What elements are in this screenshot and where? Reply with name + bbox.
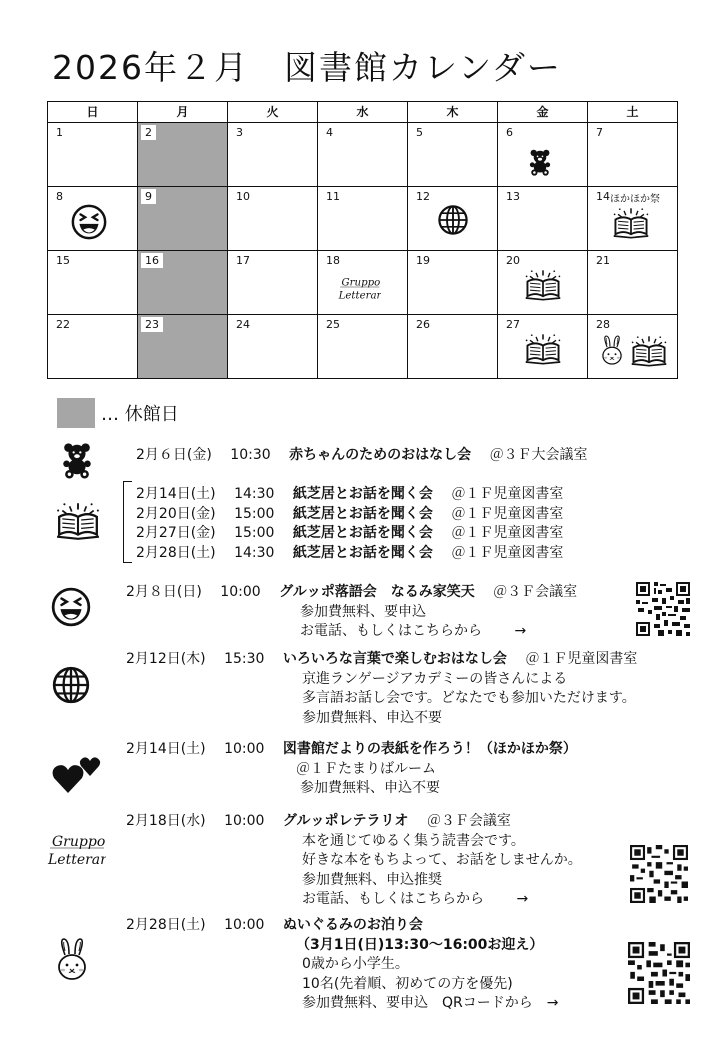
event-row <box>126 916 558 936</box>
qr-code-icon[interactable] <box>630 845 688 903</box>
calendar <box>47 101 678 379</box>
event-detail: 京進ランゲージアカデミーの皆さんによる <box>302 670 568 687</box>
event-time: 10:00 <box>224 813 265 829</box>
calendar-day <box>228 187 318 251</box>
bear-icon <box>526 147 554 177</box>
hearts-icon <box>52 750 102 794</box>
open-book-icon <box>630 333 668 369</box>
day-number: 2 <box>141 125 156 140</box>
event-date: 2月20日(金) <box>136 505 216 522</box>
calendar-day <box>408 123 498 187</box>
event-date: 2月28日(土) <box>136 544 216 561</box>
event-title: グルッポ落語会 なるみ家笑天 <box>279 584 475 600</box>
day-number: 24 <box>236 318 250 331</box>
event-place: ＠１Ｆ児童図書室 <box>451 525 564 541</box>
event-time: 14:30 <box>234 486 275 502</box>
event-row <box>136 505 563 525</box>
event-place: ＠１Ｆ児童図書室 <box>451 544 564 561</box>
calendar-day <box>228 315 318 379</box>
event-date: 2月12日(木) <box>126 651 206 667</box>
calendar-day <box>408 315 498 379</box>
festival-note: ほかほか祭 <box>610 194 660 205</box>
event-title: 紙芝居とお話を聞く会 <box>292 505 433 522</box>
gruppo-letterario-logo <box>46 826 106 870</box>
day-number: 1 <box>56 126 63 139</box>
calendar-day <box>48 251 138 315</box>
event-time: 15:00 <box>234 525 275 541</box>
event-time: 10:30 <box>230 447 271 463</box>
day-number: 4 <box>326 126 333 139</box>
event-detail: 参加費無料、要申込 <box>300 603 426 620</box>
day-number: 5 <box>416 126 423 139</box>
open-book-icon <box>524 267 562 303</box>
day-number: 7 <box>596 126 603 139</box>
weekday-wed: 水 <box>317 102 407 122</box>
event-date: 2月６日(金) <box>136 447 212 463</box>
cell-icons <box>498 331 587 367</box>
event-row <box>126 740 577 760</box>
event-row <box>136 524 563 544</box>
calendar-day <box>408 251 498 315</box>
event-date: 2月28日(土) <box>126 917 206 933</box>
calendar-day <box>588 187 678 251</box>
day-number: 18 <box>326 254 340 267</box>
event-title: 紙芝居とお話を聞く会 <box>292 525 433 541</box>
day-number: 12 <box>416 190 430 203</box>
event-cover-making <box>126 740 577 799</box>
weekday-mon: 月 <box>137 102 227 122</box>
day-number: 19 <box>416 254 430 267</box>
event-date: 2月14日(土) <box>136 486 216 502</box>
cell-icons <box>40 203 137 241</box>
event-detail: 参加費無料、申込不要 <box>300 780 440 796</box>
event-reading-club <box>126 812 582 910</box>
event-place: ＠１Ｆ児童図書室 <box>451 486 564 502</box>
calendar-day <box>498 251 588 315</box>
calendar-day <box>48 123 138 187</box>
calendar-day-closed <box>138 315 228 379</box>
event-date: 2月８日(日) <box>126 584 202 600</box>
calendar-day-closed <box>138 123 228 187</box>
event-detail: 10名(先着順、初めての方を優先) <box>302 975 513 992</box>
event-row <box>126 812 582 832</box>
event-time: 15:00 <box>234 505 275 522</box>
event-detail: 0歳から小学生。 <box>302 956 409 972</box>
legend-text: … 休館日 <box>101 404 179 425</box>
event-time: 14:30 <box>234 544 275 561</box>
calendar-day <box>48 315 138 379</box>
calendar-day <box>498 187 588 251</box>
cell-icons <box>492 147 587 177</box>
event-title: グルッポレテラリオ <box>282 813 409 829</box>
day-number: 15 <box>56 254 70 267</box>
calendar-day-closed <box>138 251 228 315</box>
calendar-day <box>318 251 408 315</box>
globe-icon <box>436 203 470 237</box>
event-place: ＠３Ｆ会議室 <box>493 584 578 600</box>
weekday-tue: 火 <box>227 102 317 122</box>
weekday-thu: 木 <box>407 102 497 122</box>
event-detail: 多言語お話し会です。どなたでも参加いただけます。 <box>302 690 636 706</box>
event-multilingual-storytime <box>126 650 637 728</box>
open-book-icon <box>524 331 562 367</box>
day-number: 10 <box>236 190 250 203</box>
day-number: 28 <box>596 318 610 331</box>
event-kamishibai-list <box>136 485 563 563</box>
weekday-fri: 金 <box>497 102 587 122</box>
day-number: 14 <box>596 190 610 203</box>
calendar-grid <box>47 123 678 379</box>
event-detail: 本を通じてゆるく集う読書会です。 <box>302 832 525 849</box>
calendar-day <box>588 315 678 379</box>
day-number: 8 <box>56 190 63 203</box>
event-title: 紙芝居とお話を聞く会 <box>292 544 433 561</box>
event-title: いろいろな言葉で楽しむおはなし会 <box>282 651 507 667</box>
day-number: 21 <box>596 254 610 267</box>
open-book-icon <box>612 205 650 241</box>
day-number: 6 <box>506 126 513 139</box>
qr-code-icon[interactable] <box>636 582 690 636</box>
day-number: 17 <box>236 254 250 267</box>
calendar-day <box>318 123 408 187</box>
globe-icon <box>50 664 92 706</box>
qr-code-icon[interactable] <box>628 942 690 1004</box>
event-rakugo <box>126 583 577 642</box>
calendar-day <box>498 315 588 379</box>
event-detail: お電話、もしくはこちらから → <box>302 891 529 907</box>
calendar-day <box>588 251 678 315</box>
laughing-face-icon <box>50 586 92 628</box>
calendar-day <box>228 123 318 187</box>
cell-icons <box>310 271 407 303</box>
event-title: 赤ちゃんのためのおはなし会 <box>289 447 472 463</box>
event-place: ＠１Ｆ児童図書室 <box>451 505 564 522</box>
event-title: 紙芝居とお話を聞く会 <box>292 486 433 502</box>
event-row <box>126 583 577 603</box>
calendar-day-closed <box>138 187 228 251</box>
open-book-icon <box>55 500 101 542</box>
day-number: 25 <box>326 318 340 331</box>
event-row <box>136 544 563 564</box>
day-number: 13 <box>506 190 520 203</box>
cell-icons <box>498 267 587 303</box>
event-detail: （3月1日(日)13:30～16:00お迎え） <box>296 936 544 953</box>
event-title: 図書館だよりの表紙を作ろう！（ほかほか祭） <box>282 741 577 757</box>
event-detail: 参加費無料、申込推奨 <box>302 871 442 888</box>
gruppo-letterario-logo <box>337 271 381 303</box>
event-detail: 好きな本をもちよって、お話をしませんか。 <box>302 852 582 868</box>
event-date: 2月18日(水) <box>126 813 206 829</box>
calendar-day <box>48 187 138 251</box>
calendar-day <box>318 187 408 251</box>
event-time: 10:00 <box>220 584 261 600</box>
event-place: ＠３Ｆ会議室 <box>426 813 511 829</box>
calendar-day <box>588 123 678 187</box>
day-number: 3 <box>236 126 243 139</box>
laughing-face-icon <box>70 203 108 241</box>
bear-icon <box>58 440 96 480</box>
event-row <box>126 650 637 670</box>
event-place: ＠１Ｆ児童図書室 <box>525 651 638 667</box>
event-time: 10:00 <box>224 917 265 933</box>
calendar-weekday-header <box>47 101 678 123</box>
event-baby-storytime <box>136 446 588 466</box>
day-number: 27 <box>506 318 520 331</box>
day-number: 26 <box>416 318 430 331</box>
day-number: 22 <box>56 318 70 331</box>
event-detail: お電話、もしくはこちらから → <box>300 623 527 639</box>
event-title: ぬいぐるみのお泊り会 <box>282 917 423 933</box>
event-row <box>136 485 563 505</box>
calendar-day <box>408 187 498 251</box>
day-number: 23 <box>141 317 163 332</box>
rabbit-icon <box>598 333 626 367</box>
calendar-day <box>228 251 318 315</box>
event-detail: ＠１Ｆたまりばルーム <box>296 760 436 777</box>
page-title: 2026年２月 図書館カレンダー <box>52 48 562 87</box>
weekday-sat: 土 <box>587 102 677 122</box>
day-number: 11 <box>326 190 340 203</box>
event-date: 2月14日(土) <box>126 741 206 757</box>
event-time: 15:30 <box>224 651 265 667</box>
event-date: 2月27日(金) <box>136 525 216 541</box>
day-number: 9 <box>141 189 156 204</box>
bracket <box>123 481 132 563</box>
cell-icons <box>408 203 497 237</box>
day-number: 16 <box>141 253 163 268</box>
cell-icons <box>584 205 677 241</box>
closed-day-swatch <box>57 398 95 428</box>
cell-icons <box>588 333 677 369</box>
event-detail: 参加費無料、要申込 QRコードから → <box>302 995 559 1011</box>
event-detail: 参加費無料、申込不要 <box>302 709 442 726</box>
event-place: ＠３Ｆ大会議室 <box>489 447 588 463</box>
closed-day-legend <box>57 398 179 428</box>
day-number: 20 <box>506 254 520 267</box>
calendar-day <box>498 123 588 187</box>
event-plush-sleepover <box>126 916 558 1014</box>
calendar-day <box>318 315 408 379</box>
rabbit-icon <box>52 936 92 982</box>
weekday-sun: 日 <box>86 105 99 119</box>
event-time: 10:00 <box>224 741 265 757</box>
